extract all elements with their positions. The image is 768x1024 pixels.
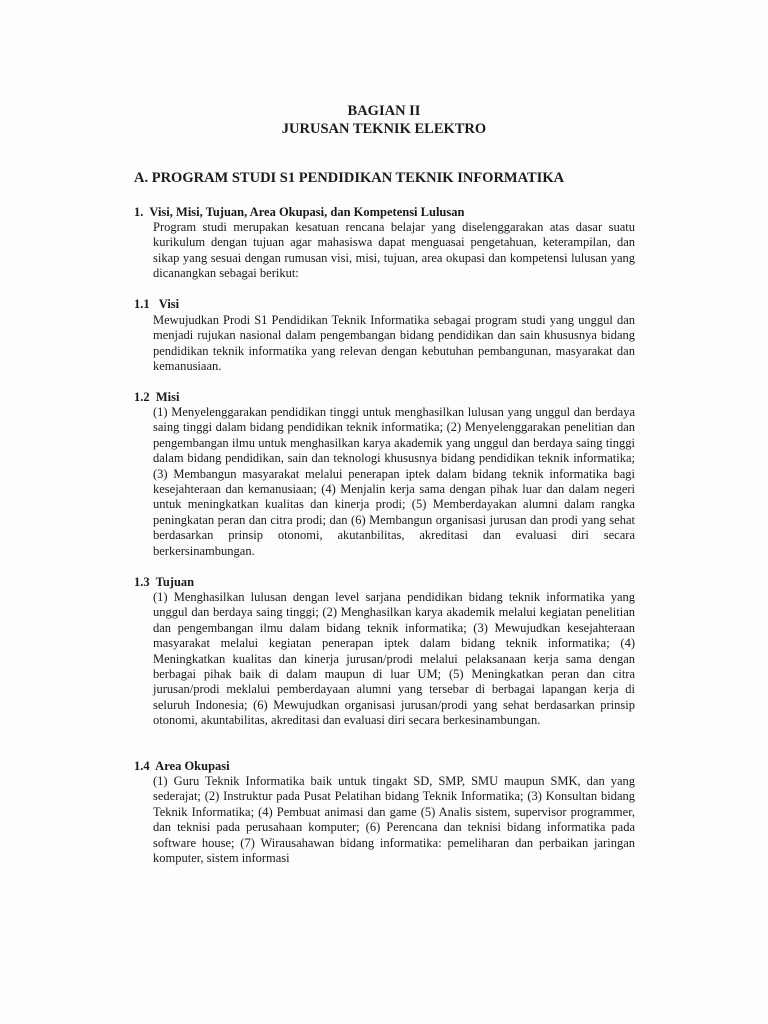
section-1-heading: 1. Visi, Misi, Tujuan, Area Okupasi, dan Kompetensi Lulusan (134, 205, 465, 219)
tujuan-heading: 1.3 Tujuan (134, 575, 195, 589)
area-okupasi-body: (1) Guru Teknik Informatika baik untuk tingakt SD, SMP, SMU maupun SMK, dan yang sederajat; (2) Instruktur pada Pusat Pelatihan bidang Teknik Informatika; (3) Konsultan bidang Teknik Informatika; (4) Pembuat animasi dan game (5) Analis sistem, supervisor programmer, dan teknisi pada perusahaan komputer; (6) Perencana dan teknisi bidang informatika pada software house; (7) Wirausahawan bidang informatika: pemeliharan dan perbaikan jaringan komputer, sistem informasi (153, 774, 635, 866)
misi-body: (1) Menyelenggarakan pendidikan tinggi untuk menghasilkan lulusan yang unggul dan berdaya saing tinggi dalam bidang pendidikan teknik informatika; (2) Menyelenggarakan penelitian dan pengembangan ilmu untuk menghasilkan karya akademik yang unggul dan berdaya saing tinggi dalam bidang pendidikan, sain dan teknologi khususnya bidang pendidikan teknik informatika; (3) Membangun masyarakat melalui penerapan iptek dalam bidang teknik informatika bagi kesejahteraan dan kemanusiaan; (4) Menjalin kerja sama dengan pihak luar dan dalam negeri untuk meningkatkan kualitas dan kinerja prodi; (5) Memberdayakan alumni dalam rangka peningkatan peran dan citra prodi; dan (6) Membangun organisasi jurusan dan prodi yang sehat berdasarkan prinsip otonomi, akutanbilitas, akreditasi dan evaluasi diri secara berkersinambungan. (153, 405, 635, 558)
area-okupasi-heading: 1.4 Area Okupasi (134, 759, 230, 773)
section-a-heading: A. PROGRAM STUDI S1 PENDIDIKAN TEKNIK INFORMATIKA (134, 170, 565, 186)
misi-heading: 1.2 Misi (134, 390, 180, 404)
part-title: BAGIAN II (347, 103, 421, 119)
visi-body: Mewujudkan Prodi S1 Pendidikan Teknik Informatika sebagai program studi yang unggul dan menjadi rujukan nasional dalam pengembangan bidang pendidikan dan sain khususnya bidang pendidikan teknik informatika yang relevan dengan kebutuhan pembangunan, masyarakat dan kemanusiaan. (153, 313, 635, 374)
tujuan-body: (1) Menghasilkan lulusan dengan level sarjana pendidikan bidang teknik informatika yang unggul dan berdaya saing tinggi; (2) Menghasilkan karya akademik melalui kegiatan penelitian dan pengembangan ilmu dalam bidang teknik informatika; (3) Mewujudkan kesejahteraan masyarakat melalui kegiatan penerapan iptek dalam bidang teknik informatika; (4) Meningkatkan kualitas dan kinerja jurusan/prodi melalui pelaksanaan kerja sama dengan berbagai pihak baik di dalam maupun di luar UM; (5) Meningkatkan peran dan citra jurusan/prodi meklalui pemberdayaan alumni yang tersebar di berbagai lapangan kerja di seluruh Indonesia; (6) Mewujudkan organisasi jurusan/prodi yang sehat berdasarkan prinsip otonomi, akuntabilitas, akreditasi dan evaluasi diri secara berkesinambungan. (153, 590, 635, 728)
department-title: JURUSAN TEKNIK ELEKTRO (281, 121, 487, 137)
section-1-body: Program studi merupakan kesatuan rencana belajar yang diselenggarakan atas dasar suatu kurikulum dengan tujuan agar mahasiswa dapat menguasai pengetahuan, keterampilan, dan sikap yang sesuai dengan rumusan visi, misi, tujuan, area okupasi dan kompetensi lulusan yang dicanangkan sebagai berikut: (153, 220, 635, 281)
visi-heading: 1.1 Visi (134, 297, 180, 311)
